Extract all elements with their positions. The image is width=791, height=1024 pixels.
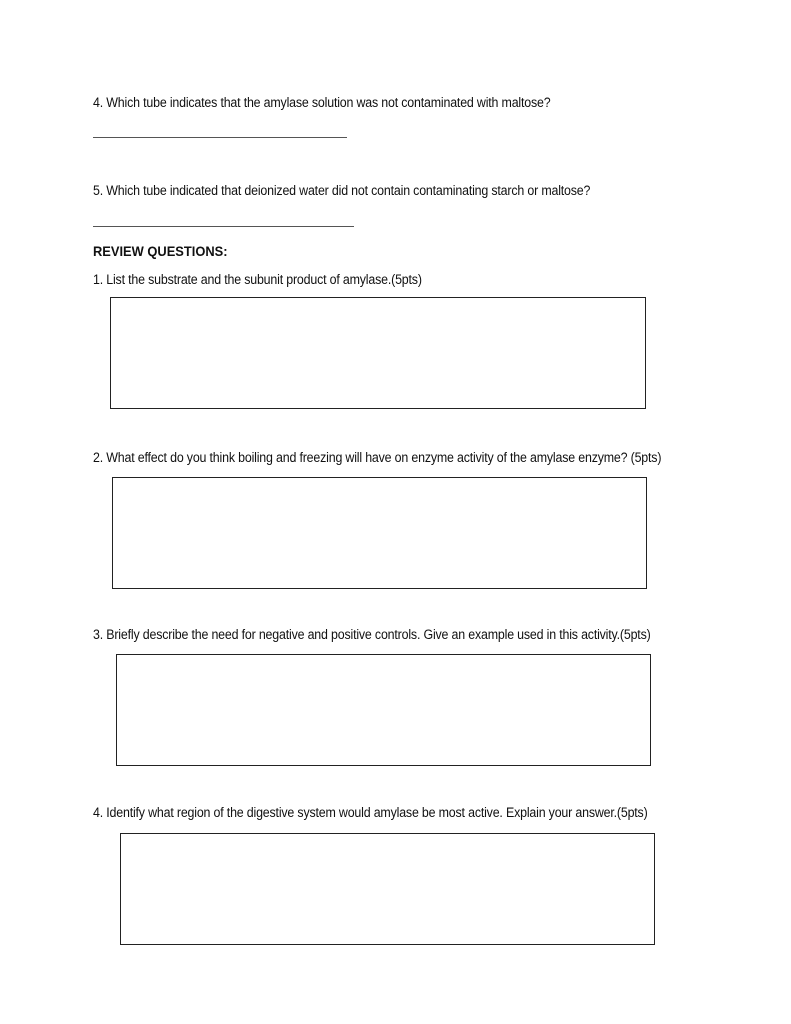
review-heading: REVIEW QUESTIONS:: [93, 243, 228, 259]
lab-question-4: 4. Which tube indicates that the amylase solution was not contaminated with maltose?: [93, 95, 551, 110]
answer-box-2[interactable]: [112, 477, 647, 589]
lab-question-5: 5. Which tube indicated that deionized water did not contain contaminating starch or maltose?: [93, 183, 591, 198]
review-question-1: 1. List the substrate and the subunit product of amylase.(5pts): [93, 272, 422, 287]
review-question-3: 3. Briefly describe the need for negative and positive controls. Give an example used in this activity.(5pts): [93, 627, 651, 642]
review-question-2: 2. What effect do you think boiling and freezing will have on enzyme activity of the amylase enzyme? (5pts): [93, 450, 662, 465]
answer-line-5[interactable]: [93, 226, 354, 227]
answer-box-3[interactable]: [116, 654, 651, 766]
answer-box-4[interactable]: [120, 833, 655, 945]
answer-line-4[interactable]: [93, 137, 347, 138]
review-question-4: 4. Identify what region of the digestive system would amylase be most active. Explain your answer.(5pts): [93, 805, 648, 820]
answer-box-1[interactable]: [110, 297, 646, 409]
